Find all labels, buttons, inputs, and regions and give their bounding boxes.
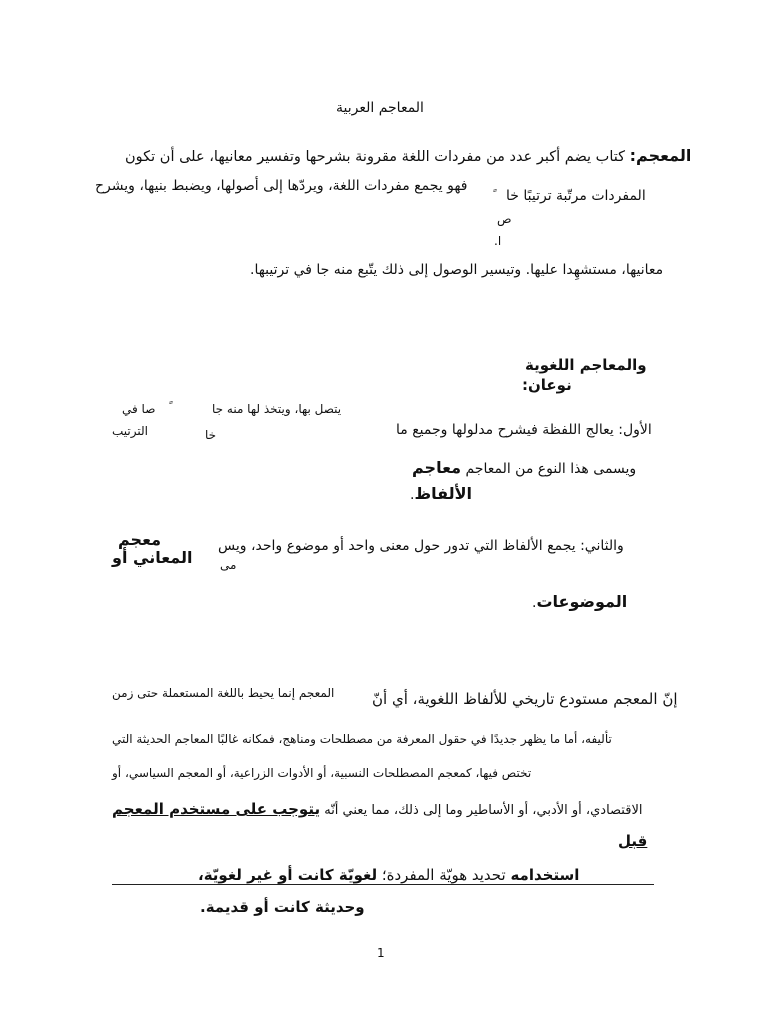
closing-line-6-bold-2: لغويّة كانت أو غير لغويّة،	[198, 866, 378, 884]
first-type-name-prefix: ويسمى هذا النوع من المعاجم	[465, 461, 637, 477]
first-type-fragment-f: الترتيب	[112, 424, 148, 438]
first-type-name-line	[412, 458, 636, 478]
closing-line-7: وحديثة كانت أو قديمة.	[200, 898, 365, 916]
closing-line-2: تأليفه، أما ما يظهر جديدًا في حقول المعرفة من مصطلحات ومناهج، فمكانه غالبًا المعاجم الحديثة التي	[112, 732, 612, 746]
second-type-name-3: الموضوعات	[536, 592, 628, 611]
definition-line-2a: المفردات مرتّبة ترتيبًا خا	[506, 188, 646, 204]
first-type-text: الأول: يعالج اللفظة فيشرح مدلولها وجميع ما	[396, 422, 652, 438]
types-heading-1: والمعاجم اللغوية	[525, 356, 647, 374]
definition-line-3: معانيها، مستشهِدا عليها. وتيسير الوصول إلى ذلك يتّبع منه جا في ترتيبها.	[250, 262, 664, 278]
page-number: 1	[377, 946, 385, 960]
first-type-fragment-e: خا	[205, 428, 217, 442]
page-title: المعاجم العربية	[336, 100, 424, 116]
definition-fragment-2: ص	[497, 212, 512, 226]
closing-line-3: تختص فيها، كمعجم المصطلحات النسبية، أو الأدوات الزراعية، أو المعجم السياسي، أو	[112, 766, 532, 780]
underline-rule	[112, 884, 654, 885]
second-type-text: والثاني: يجمع الألفاظ التي تدور حول معنى واحد أو موضوع واحد، ويس	[218, 538, 624, 554]
second-type-name-line-3	[532, 592, 627, 612]
definition-line-1	[125, 146, 691, 166]
first-type-name-bold-2: الألفاظ	[414, 484, 472, 503]
closing-line-1a: إنّ المعجم مستودع تاريخي للألفاظ اللغوية، أي أنّ	[372, 690, 678, 708]
closing-line-1b: المعجم إنما يحيط باللغة المستعملة حتى زمن	[112, 686, 335, 700]
closing-line-6	[198, 866, 579, 884]
first-type-name-dot: .	[410, 487, 415, 503]
closing-line-4	[112, 800, 642, 819]
second-type-name-1: معجم	[118, 530, 162, 549]
closing-line-4-text: الاقتصادي، أو الأدبي، أو الأساطير وما إلى ذلك، مما يعني أنّه	[324, 803, 643, 818]
definition-term: المعجم:	[629, 146, 692, 165]
first-type-fragment-d: صا في	[122, 402, 156, 416]
closing-line-6-text: تحديد هويّة المفردة؛	[381, 866, 506, 884]
closing-line-6-bold-1: استخدامه	[510, 866, 580, 884]
definition-fragment-3: ا.	[494, 234, 502, 248]
second-type-text-b: مى	[220, 558, 237, 572]
types-heading-2: نوعان:	[522, 376, 572, 394]
closing-line-4-bold: يتوجب على مستخدم المعجم	[112, 800, 321, 818]
first-type-text-b: يتصل بها، ويتخذ لها منه جا	[212, 402, 342, 416]
definition-line-2b: فهو يجمع مفردات اللغة، ويردّها إلى أصولها، ويضبط بنيها، ويشرح	[95, 178, 468, 194]
closing-line-5: قبل	[618, 832, 648, 850]
second-type-name-dot: .	[532, 595, 537, 611]
first-type-name-bold-1: معاجم	[412, 458, 462, 477]
first-type-name-line-2	[410, 484, 472, 504]
definition-text: كتاب يضم أكبر عدد من مفردات اللغة مقرونة بشرحها وتفسير معانيها، على أن تكون	[125, 149, 626, 165]
second-type-name-2: المعاني أو	[112, 548, 193, 567]
